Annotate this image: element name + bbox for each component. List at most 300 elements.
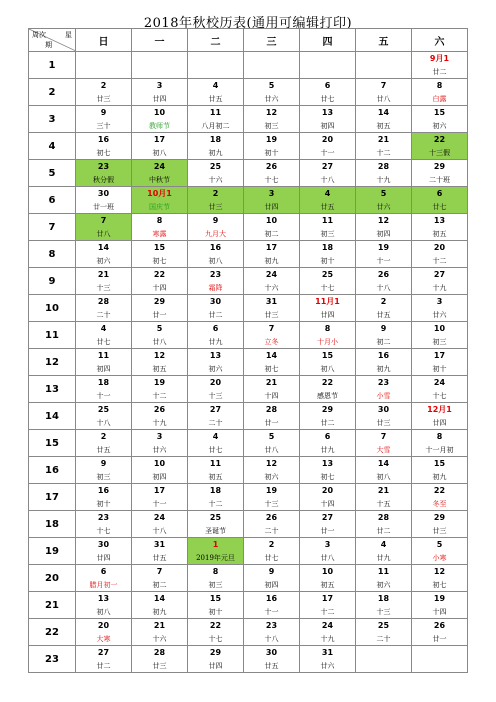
week-number: 15	[29, 430, 76, 457]
day-lunar-label: 廿六	[356, 200, 412, 214]
day-solar-date: 13	[300, 457, 356, 471]
day-solar-date: 15	[300, 349, 356, 363]
day-lunar-label	[76, 65, 132, 79]
day-lunar-label	[188, 65, 244, 79]
day-solar-date: 10	[132, 106, 188, 120]
day-solar-date: 21	[76, 268, 132, 282]
day-lunar-label: 九月大	[188, 227, 244, 241]
day-lunar-label: 廿六	[132, 443, 188, 457]
week-number: 3	[29, 106, 76, 133]
day-lunar-label: 廿九	[356, 551, 412, 565]
day-lunar-label: 廿六	[300, 659, 356, 673]
day-solar-date: 25	[76, 403, 132, 417]
day-lunar-label: 初五	[356, 119, 412, 133]
week-row-solar	[29, 187, 468, 201]
week-number: 14	[29, 403, 76, 430]
day-solar-date: 16	[244, 592, 300, 606]
day-lunar-label: 中秋节	[132, 173, 188, 187]
day-solar-date: 30	[76, 187, 132, 201]
day-solar-date: 16	[76, 484, 132, 498]
day-solar-date: 13	[412, 214, 468, 228]
day-solar-date: 11月1	[300, 295, 356, 309]
day-lunar-label: 初九	[188, 146, 244, 160]
day-solar-date: 30	[188, 295, 244, 309]
day-lunar-label	[244, 65, 300, 79]
day-solar-date	[188, 52, 244, 66]
day-lunar-label: 十九	[356, 173, 412, 187]
day-lunar-label: 廿二	[188, 308, 244, 322]
day-solar-date: 21	[132, 619, 188, 633]
day-solar-date: 26	[132, 403, 188, 417]
day-lunar-label: 初二	[356, 335, 412, 349]
day-lunar-label: 廿一	[244, 416, 300, 430]
day-lunar-label: 初五	[300, 578, 356, 592]
day-solar-date: 24	[244, 268, 300, 282]
day-lunar-label: 二十	[356, 632, 412, 646]
day-solar-date: 18	[188, 133, 244, 147]
day-solar-date: 19	[132, 376, 188, 390]
day-lunar-label: 二十	[188, 416, 244, 430]
day-solar-date: 11	[188, 106, 244, 120]
day-lunar-label: 大雪	[356, 443, 412, 457]
day-solar-date: 20	[412, 241, 468, 255]
day-lunar-label: 廿七	[188, 443, 244, 457]
day-lunar-label: 十五	[356, 497, 412, 511]
day-solar-date: 29	[412, 511, 468, 525]
day-lunar-label: 廿三	[76, 92, 132, 106]
day-solar-date	[132, 52, 188, 66]
day-solar-date: 26	[244, 160, 300, 174]
day-lunar-label: 大寒	[76, 632, 132, 646]
day-lunar-label: 十七	[244, 173, 300, 187]
week-row-solar	[29, 565, 468, 579]
day-solar-date: 18	[300, 241, 356, 255]
day-lunar-label: 白露	[412, 92, 468, 106]
week-number: 19	[29, 538, 76, 565]
day-solar-date: 14	[132, 592, 188, 606]
day-lunar-label: 初四	[244, 578, 300, 592]
day-lunar-label: 秋分假	[76, 173, 132, 187]
day-lunar-label: 初六	[188, 362, 244, 376]
day-solar-date: 18	[356, 592, 412, 606]
week-row-solar	[29, 79, 468, 93]
day-solar-date: 12月1	[412, 403, 468, 417]
calendar-title: 2018年秋校历表(通用可编辑打印)	[143, 16, 353, 31]
day-solar-date: 9月1	[412, 52, 468, 66]
day-solar-date: 28	[132, 646, 188, 660]
day-lunar-label: 廿五	[244, 659, 300, 673]
day-solar-date: 11	[188, 457, 244, 471]
day-lunar-label: 十二	[188, 497, 244, 511]
week-number: 16	[29, 457, 76, 484]
day-lunar-label: 十三	[356, 605, 412, 619]
day-lunar-label: 十八	[244, 632, 300, 646]
week-row-solar	[29, 133, 468, 147]
day-lunar-label: 初二	[244, 227, 300, 241]
day-lunar-label: 初九	[132, 605, 188, 619]
day-solar-date: 8	[412, 430, 468, 444]
day-lunar-label: 十一月初	[412, 443, 468, 457]
day-solar-date: 3	[132, 430, 188, 444]
day-lunar-label: 廿二	[356, 524, 412, 538]
day-solar-date: 21	[244, 376, 300, 390]
day-solar-date: 29	[412, 160, 468, 174]
week-row-lunar	[29, 65, 468, 79]
week-row-solar	[29, 241, 468, 255]
day-solar-date: 6	[188, 322, 244, 336]
day-solar-date: 23	[356, 376, 412, 390]
week-row-lunar	[29, 389, 468, 403]
day-lunar-label: 廿七	[412, 200, 468, 214]
day-solar-date: 2	[244, 538, 300, 552]
day-solar-date	[412, 646, 468, 660]
day-lunar-label: 三十	[76, 119, 132, 133]
day-lunar-label: 小寒	[412, 551, 468, 565]
day-lunar-label	[356, 65, 412, 79]
day-solar-date: 25	[356, 619, 412, 633]
day-lunar-label: 感恩节	[300, 389, 356, 403]
weekday-header: 二	[188, 29, 244, 52]
day-lunar-label: 初十	[76, 497, 132, 511]
day-solar-date: 10	[412, 322, 468, 336]
day-solar-date: 5	[412, 538, 468, 552]
day-lunar-label: 廿八	[132, 335, 188, 349]
day-lunar-label: 十二	[356, 146, 412, 160]
day-lunar-label: 廿五	[76, 443, 132, 457]
week-row-lunar	[29, 119, 468, 133]
day-solar-date: 19	[244, 484, 300, 498]
day-solar-date: 5	[244, 430, 300, 444]
day-solar-date: 6	[300, 79, 356, 93]
week-row-solar	[29, 646, 468, 660]
day-lunar-label: 十三假	[412, 146, 468, 160]
day-solar-date: 31	[244, 295, 300, 309]
day-lunar-label: 圣诞节	[188, 524, 244, 538]
week-number: 8	[29, 241, 76, 268]
day-lunar-label: 廿五	[300, 200, 356, 214]
day-lunar-label	[132, 65, 188, 79]
day-lunar-label: 初三	[300, 227, 356, 241]
day-lunar-label: 十七	[300, 281, 356, 295]
day-lunar-label: 二十	[76, 308, 132, 322]
week-number: 18	[29, 511, 76, 538]
day-lunar-label: 十四	[412, 605, 468, 619]
week-row-lunar	[29, 416, 468, 430]
day-lunar-label	[412, 659, 468, 673]
day-lunar-label: 十八	[356, 281, 412, 295]
day-solar-date: 26	[244, 511, 300, 525]
day-solar-date: 12	[132, 349, 188, 363]
day-solar-date: 2	[356, 295, 412, 309]
weekday-header: 六	[412, 29, 468, 52]
week-row-solar	[29, 322, 468, 336]
day-solar-date: 20	[300, 484, 356, 498]
day-solar-date: 16	[356, 349, 412, 363]
day-solar-date: 7	[356, 79, 412, 93]
day-lunar-label: 十六	[132, 632, 188, 646]
day-solar-date: 3	[412, 295, 468, 309]
day-lunar-label: 初三	[76, 470, 132, 484]
day-lunar-label: 初十	[300, 254, 356, 268]
day-lunar-label: 二十	[244, 524, 300, 538]
day-lunar-label: 十三	[76, 281, 132, 295]
week-number: 10	[29, 295, 76, 322]
week-number: 21	[29, 592, 76, 619]
day-solar-date: 7	[76, 214, 132, 228]
day-lunar-label: 冬至	[412, 497, 468, 511]
day-lunar-label: 初十	[188, 605, 244, 619]
day-lunar-label: 初七	[244, 362, 300, 376]
day-lunar-label: 廿五	[356, 308, 412, 322]
day-lunar-label: 初三	[244, 119, 300, 133]
day-solar-date: 25	[300, 268, 356, 282]
day-lunar-label: 初四	[132, 470, 188, 484]
day-solar-date: 12	[412, 565, 468, 579]
day-solar-date: 4	[76, 322, 132, 336]
day-lunar-label: 十四	[132, 281, 188, 295]
week-row-lunar	[29, 146, 468, 160]
week-row-solar	[29, 349, 468, 363]
week-row-solar	[29, 160, 468, 174]
day-solar-date: 25	[188, 511, 244, 525]
day-solar-date: 11	[76, 349, 132, 363]
weekday-header: 日	[76, 29, 132, 52]
day-lunar-label: 十九	[300, 632, 356, 646]
day-lunar-label: 廿一	[300, 524, 356, 538]
week-number: 20	[29, 565, 76, 592]
week-row-lunar	[29, 470, 468, 484]
day-solar-date: 10	[244, 214, 300, 228]
day-solar-date: 30	[356, 403, 412, 417]
day-solar-date: 17	[300, 592, 356, 606]
day-lunar-label: 初七	[300, 470, 356, 484]
day-lunar-label: 廿五	[188, 92, 244, 106]
weekday-header: 一	[132, 29, 188, 52]
day-lunar-label: 教师节	[132, 119, 188, 133]
day-lunar-label: 初三	[412, 335, 468, 349]
day-lunar-label: 初七	[76, 146, 132, 160]
day-lunar-label: 初十	[244, 146, 300, 160]
day-lunar-label: 初七	[132, 254, 188, 268]
day-solar-date: 9	[76, 457, 132, 471]
day-solar-date: 22	[188, 619, 244, 633]
day-solar-date: 20	[300, 133, 356, 147]
day-solar-date: 7	[356, 430, 412, 444]
week-row-lunar	[29, 227, 468, 241]
day-lunar-label: 初八	[356, 470, 412, 484]
day-solar-date: 12	[356, 214, 412, 228]
day-lunar-label	[300, 65, 356, 79]
day-solar-date: 21	[356, 484, 412, 498]
day-lunar-label: 十八	[300, 173, 356, 187]
day-lunar-label: 立冬	[244, 335, 300, 349]
day-lunar-label: 八月初二	[188, 119, 244, 133]
week-row-solar	[29, 430, 468, 444]
day-solar-date: 28	[76, 295, 132, 309]
day-solar-date: 9	[188, 214, 244, 228]
day-lunar-label: 十七	[76, 524, 132, 538]
day-solar-date: 16	[188, 241, 244, 255]
week-row-lunar	[29, 173, 468, 187]
corner-label-week: 周次	[32, 31, 46, 39]
day-solar-date: 18	[188, 484, 244, 498]
day-lunar-label: 初十	[412, 362, 468, 376]
day-solar-date: 8	[132, 214, 188, 228]
day-solar-date	[244, 52, 300, 66]
day-lunar-label: 廿四	[412, 416, 468, 430]
day-lunar-label: 初四	[356, 227, 412, 241]
day-lunar-label: 廿二	[300, 416, 356, 430]
day-lunar-label: 初八	[188, 254, 244, 268]
day-solar-date: 26	[356, 268, 412, 282]
day-lunar-label: 十一	[356, 254, 412, 268]
day-solar-date: 27	[300, 511, 356, 525]
week-row-lunar	[29, 335, 468, 349]
day-solar-date: 31	[300, 646, 356, 660]
day-lunar-label: 初四	[300, 119, 356, 133]
corner-label-day-bottom: 期	[45, 41, 52, 49]
day-solar-date: 24	[132, 511, 188, 525]
day-solar-date: 22	[300, 376, 356, 390]
day-solar-date: 18	[76, 376, 132, 390]
day-solar-date	[356, 646, 412, 660]
day-lunar-label: 十二	[132, 389, 188, 403]
day-lunar-label: 初八	[76, 605, 132, 619]
day-lunar-label: 廿九	[300, 443, 356, 457]
day-lunar-label: 廿一	[132, 308, 188, 322]
day-solar-date: 28	[356, 511, 412, 525]
day-solar-date: 15	[412, 457, 468, 471]
day-lunar-label: 十三	[244, 497, 300, 511]
day-solar-date: 19	[244, 133, 300, 147]
day-lunar-label: 廿四	[132, 92, 188, 106]
day-solar-date: 17	[132, 133, 188, 147]
day-solar-date: 3	[244, 187, 300, 201]
day-lunar-label: 十一	[300, 146, 356, 160]
day-solar-date: 5	[244, 79, 300, 93]
day-lunar-label	[356, 659, 412, 673]
week-row-lunar	[29, 524, 468, 538]
day-lunar-label: 廿九	[188, 335, 244, 349]
day-lunar-label: 廿六	[412, 308, 468, 322]
day-lunar-label: 霜降	[188, 281, 244, 295]
day-solar-date: 13	[76, 592, 132, 606]
day-solar-date: 11	[300, 214, 356, 228]
day-solar-date: 9	[76, 106, 132, 120]
day-lunar-label: 初八	[300, 362, 356, 376]
day-solar-date: 24	[300, 619, 356, 633]
day-solar-date: 23	[76, 511, 132, 525]
corner-header-cell	[29, 29, 76, 52]
week-number: 12	[29, 349, 76, 376]
week-row-lunar	[29, 551, 468, 565]
day-solar-date: 25	[188, 160, 244, 174]
week-number: 7	[29, 214, 76, 241]
week-row-lunar	[29, 578, 468, 592]
day-solar-date: 4	[300, 187, 356, 201]
day-lunar-label: 廿二	[412, 65, 468, 79]
day-solar-date: 31	[132, 538, 188, 552]
day-solar-date: 22	[412, 133, 468, 147]
day-solar-date: 4	[188, 79, 244, 93]
day-lunar-label: 寒露	[132, 227, 188, 241]
day-solar-date: 10月1	[132, 187, 188, 201]
day-solar-date: 6	[412, 187, 468, 201]
day-lunar-label: 初六	[76, 254, 132, 268]
day-solar-date: 2	[188, 187, 244, 201]
week-row-lunar	[29, 200, 468, 214]
week-row-lunar	[29, 659, 468, 673]
day-lunar-label: 十四	[244, 389, 300, 403]
day-lunar-label: 初九	[244, 254, 300, 268]
day-lunar-label: 十四	[300, 497, 356, 511]
day-lunar-label: 十九	[412, 281, 468, 295]
day-lunar-label: 廿三	[188, 200, 244, 214]
day-lunar-label: 初三	[188, 578, 244, 592]
day-lunar-label: 廿六	[244, 92, 300, 106]
week-number: 6	[29, 187, 76, 214]
day-lunar-label: 廿八	[76, 227, 132, 241]
week-row-solar	[29, 52, 468, 66]
day-lunar-label: 腊月初一	[76, 578, 132, 592]
week-row-lunar	[29, 443, 468, 457]
day-lunar-label: 十三	[188, 389, 244, 403]
day-lunar-label: 十八	[132, 524, 188, 538]
day-lunar-label: 廿七	[244, 551, 300, 565]
day-lunar-label: 十一	[244, 605, 300, 619]
day-solar-date: 22	[412, 484, 468, 498]
day-lunar-label: 初六	[244, 470, 300, 484]
day-lunar-label: 廿七	[76, 335, 132, 349]
week-row-solar	[29, 295, 468, 309]
week-row-solar	[29, 376, 468, 390]
day-solar-date: 6	[76, 565, 132, 579]
week-row-lunar	[29, 92, 468, 106]
day-solar-date: 7	[244, 322, 300, 336]
day-solar-date: 6	[300, 430, 356, 444]
day-solar-date: 8	[412, 79, 468, 93]
day-solar-date: 5	[132, 322, 188, 336]
day-lunar-label: 初二	[132, 578, 188, 592]
day-solar-date	[76, 52, 132, 66]
day-solar-date: 20	[188, 376, 244, 390]
week-row-solar	[29, 538, 468, 552]
day-solar-date: 7	[132, 565, 188, 579]
day-solar-date: 19	[356, 241, 412, 255]
day-solar-date: 29	[188, 646, 244, 660]
day-lunar-label: 十六	[188, 173, 244, 187]
day-solar-date: 28	[244, 403, 300, 417]
day-solar-date	[300, 52, 356, 66]
week-number: 11	[29, 322, 76, 349]
day-solar-date: 19	[412, 592, 468, 606]
week-row-lunar	[29, 605, 468, 619]
day-solar-date	[356, 52, 412, 66]
week-row-lunar	[29, 308, 468, 322]
day-lunar-label: 初五	[132, 362, 188, 376]
day-lunar-label: 初八	[132, 146, 188, 160]
day-lunar-label: 十二	[300, 605, 356, 619]
week-number: 2	[29, 79, 76, 106]
week-number: 1	[29, 52, 76, 79]
day-solar-date: 15	[188, 592, 244, 606]
corner-label-day-top: 星	[65, 31, 72, 39]
week-row-lunar	[29, 632, 468, 646]
week-row-lunar	[29, 254, 468, 268]
day-lunar-label: 十七	[412, 389, 468, 403]
day-lunar-label: 廿八	[356, 92, 412, 106]
header-row	[29, 29, 468, 52]
